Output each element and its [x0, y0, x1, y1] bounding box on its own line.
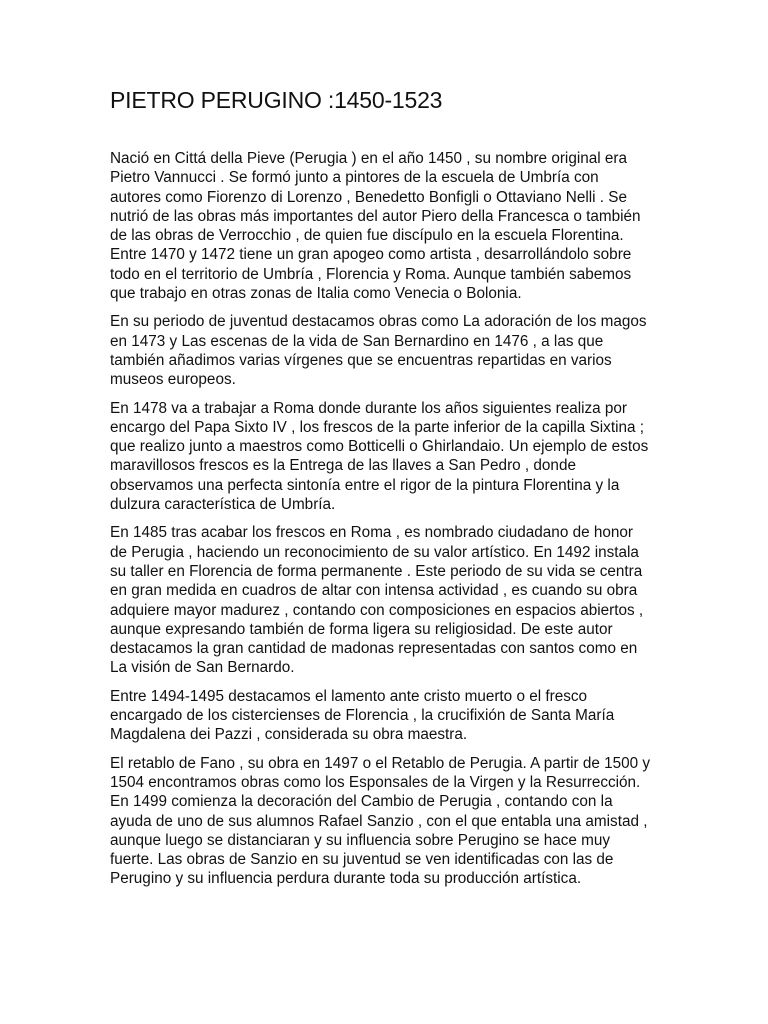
text-line: maravillosos frescos es la Entrega de las llaves a San Pedro , donde: [110, 457, 576, 475]
text-line: En su periodo de juventud destacamos obras como La adoración de los magos: [110, 313, 647, 331]
text-line: fuerte. Las obras de Sanzio en su juventud se ven identificadas con las de: [110, 851, 614, 869]
text-line: que trabajo en otras zonas de Italia como Venecia o Bolonia.: [110, 285, 522, 303]
paragraph: [110, 312, 660, 389]
text-line: destacamos la gran cantidad de madonas representadas con santos como en: [110, 640, 638, 658]
paragraph: [110, 687, 660, 745]
text-line: encargo del Papa Sixto IV , los frescos de la parte inferior de la capilla Sixtina ;: [110, 418, 644, 436]
text-line: de las obras de Verrocchio , de quien fue discípulo en la escuela Florentina.: [110, 227, 624, 245]
text-line: en gran medida en cuadros de altar con intensa actividad , es cuando su obra: [110, 582, 638, 600]
text-line: 1504 encontramos obras como los Esponsales de la Virgen y la Resurrección.: [110, 773, 641, 791]
document-title: PIETRO PERUGINO :1450-1523: [110, 87, 443, 113]
text-line: ayuda de uno de sus alumnos Rafael Sanzio , con el que entabla una amistad ,: [110, 812, 648, 830]
text-line: En 1499 comienza la decoración del Cambio de Perugia , contando con la: [110, 793, 613, 811]
text-line: encargado de los cistercienses de Florencia , la crucifixión de Santa María: [110, 707, 615, 725]
text-line: La visión de San Bernardo.: [110, 659, 295, 677]
text-line: Entre 1470 y 1472 tiene un gran apogeo como artista , desarrollándolo sobre: [110, 246, 632, 264]
text-line: de Perugia , haciendo un reconocimiento de su valor artístico. En 1492 instala: [110, 543, 639, 561]
text-line: todo en el territorio de Umbría , Florencia y Roma. Aunque también sabemos: [110, 265, 632, 283]
text-line: que realizo junto a maestros como Botticelli o Ghirlandaio. Un ejemplo de estos: [110, 438, 649, 456]
paragraph: [110, 754, 660, 889]
text-line: El retablo de Fano , su obra en 1497 o el Retablo de Perugia. A partir de 1500 y: [110, 754, 651, 772]
paragraph: [110, 523, 660, 677]
text-line: su taller en Florencia de forma permanente . Este periodo de su vida se centra: [110, 562, 643, 580]
text-line: adquiere mayor madurez , contando con composiciones en espacios abiertos ,: [110, 601, 644, 619]
text-line: Nació en Cittá della Pieve (Perugia ) en el año 1450 , su nombre original era: [110, 150, 627, 167]
text-line: museos europeos.: [110, 371, 236, 389]
text-line: En 1478 va a trabajar a Roma donde durante los años siguientes realiza por: [110, 399, 628, 417]
text-line: En 1485 tras acabar los frescos en Roma , es nombrado ciudadano de honor: [110, 524, 633, 542]
text-line: observamos una perfecta sintonía entre el rigor de la pintura Florentina y la: [110, 476, 620, 494]
text-line: Perugino y su influencia perdura durante toda su producción artística.: [110, 870, 582, 888]
text-line: Magdalena dei Pazzi , considerada su obra maestra.: [110, 726, 468, 744]
text-line: Entre 1494-1495 destacamos el lamento ante cristo muerto o el fresco: [110, 687, 588, 705]
text-line: autores como Fiorenzo di Lorenzo , Benedetto Bonfigli o Ottaviano Nelli . Se: [110, 188, 627, 206]
text-line: en 1473 y Las escenas de la vida de San Bernardino en 1476 , a las que: [110, 332, 604, 350]
text-line: también añadimos varias vírgenes que se encuentras repartidas en varios: [110, 351, 612, 369]
text-line: dulzura característica de Umbría.: [110, 496, 336, 514]
paragraph: [110, 149, 660, 303]
text-line: aunque luego se distanciaran y su influencia sobre Perugino se hace muy: [110, 831, 611, 849]
text-line: Pietro Vannucci . Se formó junto a pintores de la escuela de Umbría con: [110, 169, 599, 187]
document-body: [110, 149, 660, 898]
paragraph: [110, 399, 660, 515]
text-line: nutrió de las obras más importantes del autor Piero della Francesca o también: [110, 207, 641, 225]
text-line: aunque expresando también de forma ligera su religiosidad. De este autor: [110, 620, 613, 638]
